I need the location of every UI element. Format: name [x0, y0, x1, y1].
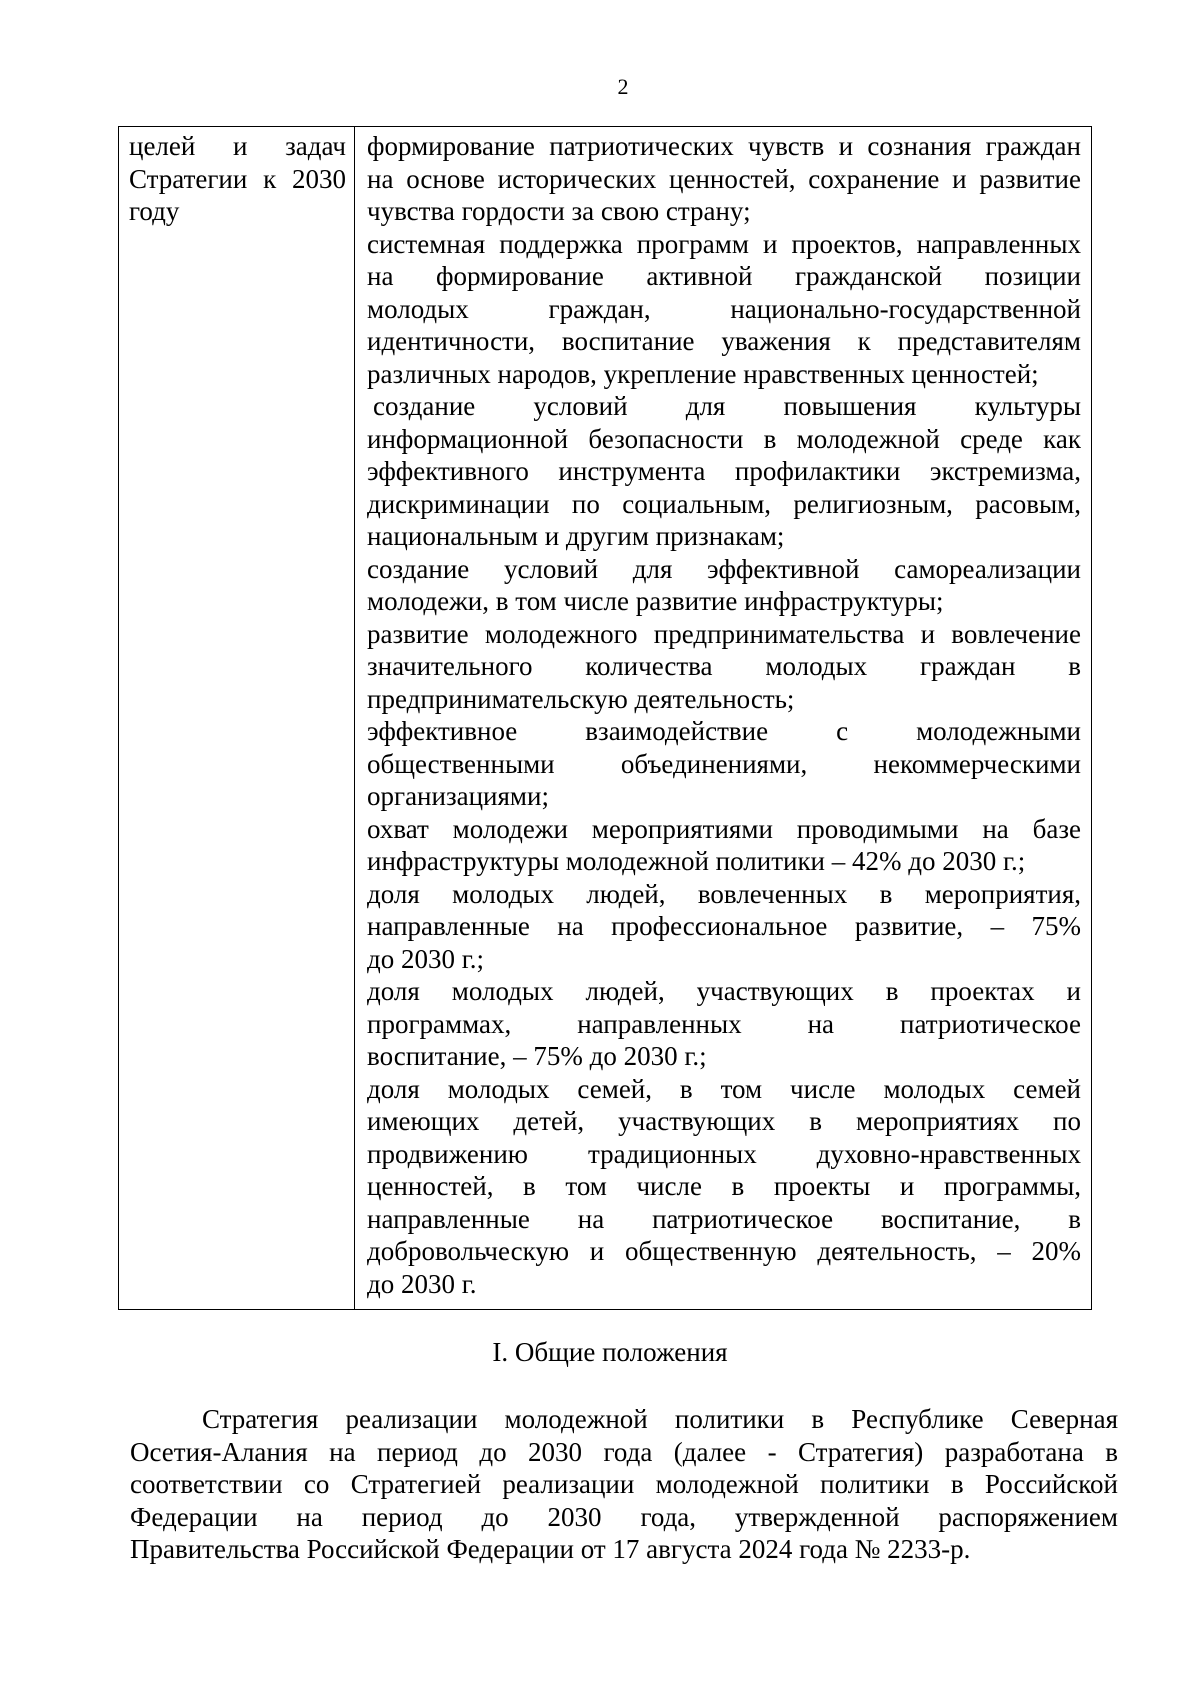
table-right-line: организациями;	[367, 781, 549, 811]
table-right-line: создание условий для эффективной самореализации	[367, 553, 1081, 584]
table-right-line: охват молодежи мероприятиями проводимыми на базе	[367, 813, 1081, 844]
table-left-line: году	[129, 196, 180, 226]
paragraph-line: Правительства Российской Федерации от 17 августа 2024 года № 2233-р.	[130, 1534, 971, 1564]
table-right-line: направленные на патриотическое воспитание, в	[367, 1203, 1081, 1234]
table-right-line: доля молодых людей, вовлеченных в мероприятия,	[367, 878, 1081, 909]
table-right-line: молодых граждан, национально-государственной	[367, 293, 1081, 324]
table-right-line: различных народов, укрепление нравственных ценностей;	[367, 358, 1039, 389]
table-right-line: создание условий для повышения культуры	[373, 391, 1081, 421]
table-right-line: предпринимательскую деятельность;	[367, 683, 795, 714]
table-right-line: системная поддержка программ и проектов, направленных	[367, 228, 1081, 259]
table-right-line: информационной безопасности в молодежной среде как	[367, 423, 1081, 454]
table-right-line: направленные на профессиональное развитие, – 75%	[367, 911, 1081, 941]
table-left-line: целей и задач	[129, 131, 346, 161]
section-heading: I. Общие положения	[492, 1337, 728, 1367]
page-number: 2	[617, 74, 629, 99]
table-right-line: на формирование активной гражданской позиции	[367, 261, 1081, 291]
body-paragraph	[130, 1403, 1118, 1566]
table-right-line: продвижению традиционных духовно-нравственных	[367, 1138, 1081, 1169]
table-right-line: добровольческую и общественную деятельность, – 20%	[367, 1236, 1081, 1266]
table-right-line: программах, направленных на патриотическое	[367, 1008, 1081, 1039]
table-left-cell	[119, 127, 355, 1309]
table-right-line: ценностей, в том числе в проекты и программы,	[367, 1171, 1081, 1201]
table-right-line: инфраструктуры молодежной политики – 42% до 2030 г.;	[367, 846, 1026, 876]
table-right-line: до 2030 г.;	[367, 943, 485, 974]
table-left-line: Стратегии к 2030	[129, 163, 346, 194]
table-right-line: молодежи, в том числе развитие инфраструктуры;	[367, 586, 944, 616]
table-right-line: чувства гордости за свою страну;	[367, 196, 751, 226]
paragraph-line: Федерации на период до 2030 года, утвержденной распоряжением	[130, 1501, 1118, 1532]
paragraph-line: Стратегия реализации молодежной политики в Республике Северная	[202, 1404, 1118, 1434]
table-right-line: развитие молодежного предпринимательства и вовлечение	[367, 618, 1081, 649]
table-right-line: доля молодых семей, в том числе молодых семей	[367, 1073, 1081, 1104]
table-right-line: значительного количества молодых граждан в	[367, 651, 1081, 681]
table-right-line: национальным и другим признакам;	[367, 521, 785, 551]
goals-table	[118, 126, 1092, 1310]
table-right-line: воспитание, – 75% до 2030 г.;	[367, 1041, 707, 1071]
table-right-line: доля молодых людей, участвующих в проектах и	[367, 976, 1081, 1006]
table-right-line: дискриминации по социальным, религиозным, расовым,	[367, 488, 1081, 519]
table-right-line: эффективного инструмента профилактики экстремизма,	[367, 456, 1081, 486]
table-right-line: идентичности, воспитание уважения к представителям	[367, 326, 1081, 356]
table-right-line: общественными объединениями, некоммерческими	[367, 748, 1081, 779]
paragraph-line: соответствии со Стратегией реализации молодежной политики в Российской	[130, 1469, 1118, 1499]
table-right-line: имеющих детей, участвующих в мероприятиях по	[367, 1106, 1081, 1136]
table-right-line: на основе исторических ценностей, сохранение и развитие	[367, 163, 1081, 194]
table-right-cell	[355, 127, 1091, 1309]
table-right-line: эффективное взаимодействие с молодежными	[367, 716, 1081, 746]
table-right-line: до 2030 г.	[367, 1268, 477, 1299]
paragraph-line: Осетия-Алания на период до 2030 года (далее - Стратегия) разработана в	[130, 1436, 1118, 1467]
table-right-line: формирование патриотических чувств и сознания граждан	[367, 131, 1081, 161]
